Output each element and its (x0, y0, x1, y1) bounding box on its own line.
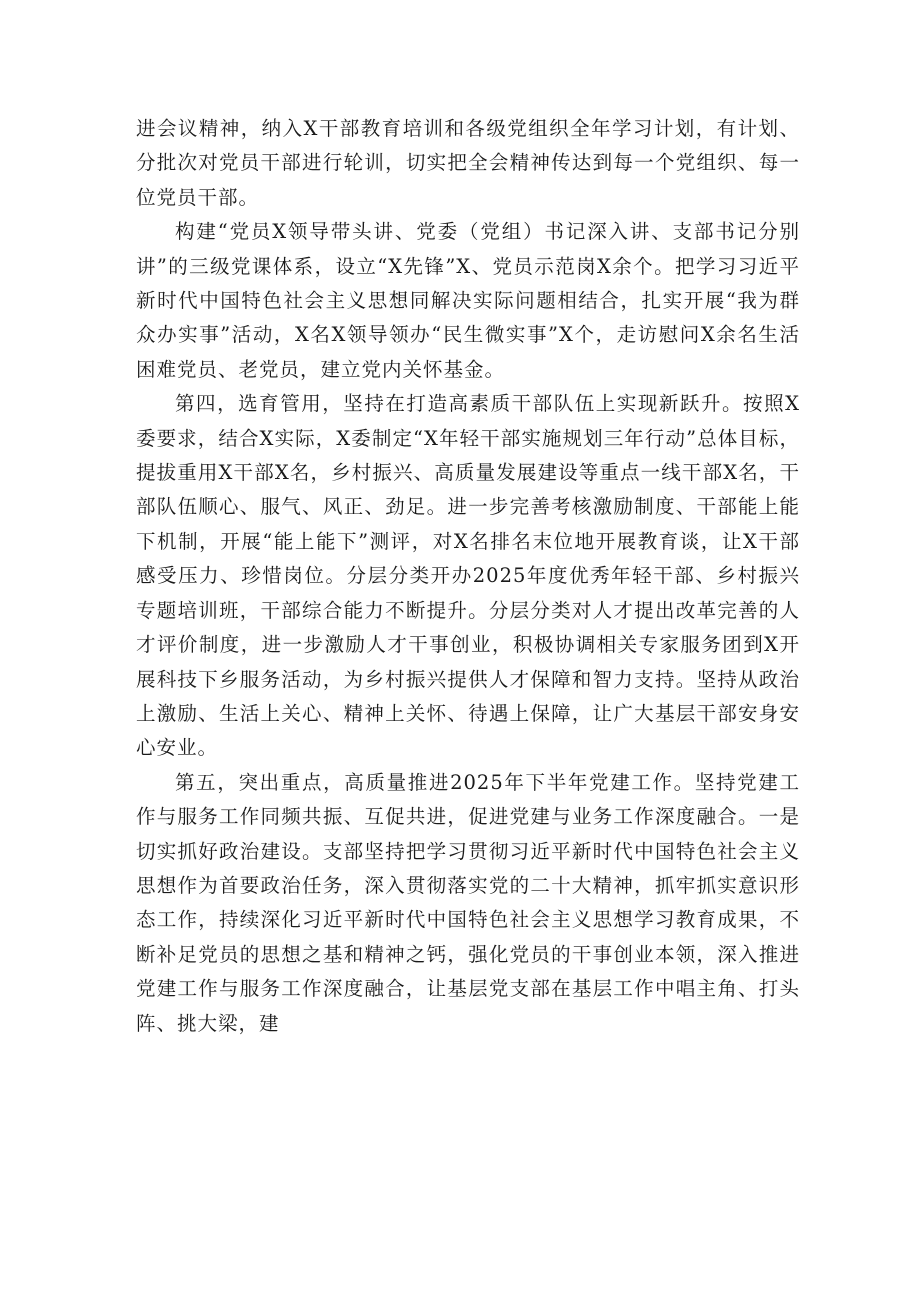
paragraph-fourth-cadre-team: 第四，选育管用，坚持在打造高素质干部队伍上实现新跃升。按照X委要求，结合X实际，X委制定“X年轻干部实施规划三年行动”总体目标，提拔重用X干部X名，乡村振兴、高质量发展建设等重点一线干部X名，干部队伍顺心、服气、风正、劲足。进一步完善考核激励制度、干部能上能下机制，开展“能上能下”测评，对X名排名末位地开展教育谈，让X干部感受压力、珍惜岗位。分层分类开办2025年度优秀年轻干部、乡村振兴专题培训班，干部综合能力不断提升。分层分类对人才提出改革完善的人才评价制度，进一步激励人才干事创业，积极协调相关专家服务团到X开展科技下乡服务活动，为乡村振兴提供人才保障和智力支持。坚持从政治上激励、生活上关心、精神上关怀、待遇上保障，让广大基层干部安身安心安业。 (136, 392, 800, 760)
paragraph-fifth-party-building: 第五，突出重点，高质量推进2025年下半年党建工作。坚持党建工作与服务工作同频共振、互促共进，促进党建与业务工作深度融合。一是切实抓好政治建设。支部坚持把学习贯彻习近平新时代中国特色社会主义思想作为首要政治任务，深入贯彻落实党的二十大精神，抓牢抓实意识形态工作，持续深化习近平新时代中国特色社会主义思想学习教育成果，不断补足党员的思想之基和精神之钙，强化党员的干事创业本领，深入推进党建工作与服务工作深度融合，让基层党支部在基层工作中唱主角、打头阵、挑大梁，建 (136, 770, 800, 1035)
document-body (136, 112, 800, 1041)
paragraph-party-lecture-system: 构建“党员X领导带头讲、党委（党组）书记深入讲、支部书记分别讲”的三级党课体系，设立“X先锋”X、党员示范岗X余个。把学习习近平新时代中国特色社会主义思想同解决实际问题相结合，扎实开展“我为群众办实事”活动，X名X领导领办“民生微实事”X个，走访慰问X余名生活困难党员、老党员，建立党内关怀基金。 (136, 220, 800, 381)
paragraph-continuation: 进会议精神，纳入X干部教育培训和各级党组织全年学习计划，有计划、分批次对党员干部进行轮训，切实把全会精神传达到每一个党组织、每一位党员干部。 (136, 117, 800, 209)
